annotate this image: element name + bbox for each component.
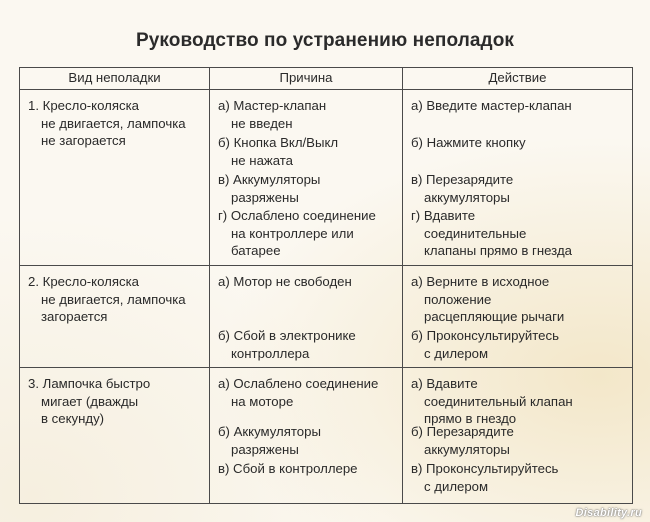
cause-cell [210, 266, 403, 368]
action-cell [403, 266, 633, 368]
cause-item: б) Кнопка Вкл/Выкл не нажата [218, 135, 339, 168]
action-item: в) Перезарядите аккумуляторы [411, 172, 514, 205]
cause-item: а) Мотор не свободен [218, 274, 352, 289]
table-row [20, 266, 633, 368]
problem-cell [20, 90, 210, 266]
action-cell [403, 368, 633, 504]
header-cause: Причина [210, 68, 403, 90]
problem-text: 2. Кресло-коляска не двигается, лампочка загорается [28, 274, 186, 324]
table-row [20, 368, 633, 504]
table-header-row [20, 68, 633, 90]
troubleshooting-table [19, 67, 633, 504]
problem-cell [20, 368, 210, 504]
page-title: Руководство по устранению неполадок [135, 30, 515, 51]
action-item: в) Проконсультируйтесь с дилером [411, 461, 559, 494]
cause-item: г) Ослаблено соединение на контроллере или батарее [218, 208, 376, 258]
header-problem: Вид неполадки [20, 68, 210, 90]
header-action: Действие [403, 68, 633, 90]
cause-cell [210, 90, 403, 266]
watermark: Disability.ru [575, 507, 642, 519]
action-item: б) Перезарядите аккумуляторы [411, 424, 514, 457]
action-item: б) Нажмите кнопку [411, 135, 526, 150]
cause-item: б) Аккумуляторы разряжены [218, 424, 321, 457]
action-item: а) Введите мастер-клапан [411, 98, 572, 113]
action-item: а) Вдавите соединительный клапан прямо в гнездо [411, 376, 573, 426]
cause-item: а) Ослаблено соединение на моторе [218, 376, 379, 409]
action-cell [403, 90, 633, 266]
cause-cell [210, 368, 403, 504]
problem-cell [20, 266, 210, 368]
cause-item: в) Аккумуляторы разряжены [218, 172, 321, 205]
cause-item: б) Сбой в электронике контроллера [218, 328, 356, 361]
cause-item: а) Мастер-клапан не введен [218, 98, 327, 131]
action-item: б) Проконсультируйтесь с дилером [411, 328, 559, 361]
action-item: а) Верните в исходное положение расцепляющие рычаги [411, 274, 565, 324]
action-item: г) Вдавите соединительные клапаны прямо в гнезда [411, 208, 572, 258]
table-row [20, 90, 633, 266]
cause-item: в) Сбой в контроллере [218, 461, 358, 476]
problem-text: 3. Лампочка быстро мигает (дважды в секунду) [28, 376, 151, 426]
problem-text: 1. Кресло-коляска не двигается, лампочка не загорается [28, 98, 186, 148]
